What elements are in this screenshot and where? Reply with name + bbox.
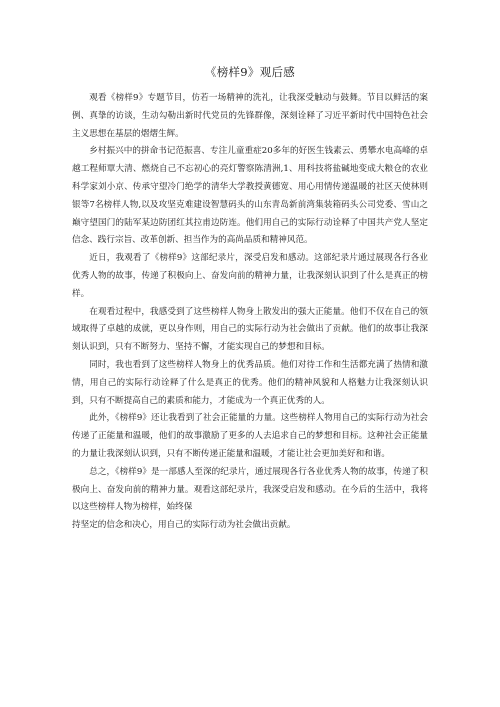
paragraph-conclusion: 总之，《榜样9》是一部感人至深的纪录片，通过展现各行各业优秀人物的故事，传递了积极向上、奋发向前的精神力量。观看这部纪录片，我深受启发和感动。在今后的生活中，我将以这些榜样人物为榜样，始终保 (72, 466, 428, 513)
paragraph-intro: 观看《榜样9》专题节目，仿若一场精神的洗礼，让我深受触动与鼓舞。节目以鲜活的案例、真挚的访谈，生动勾勒出新时代党员的先锋群像，深刻诠释了习近平新时代中国特色社会主义思想在基层的熠熠生辉。 (72, 93, 428, 139)
paragraph-recent-viewing: 近日，我观看了《榜样9》这部纪录片，深受启发和感动。这部纪录片通过展现各行各业优秀人物的故事，传递了积极向上、奋发向前的精神力量，让我深刻认识到了什么是真正的榜样。 (72, 253, 428, 299)
paragraph-positive-energy: 在观看过程中，我感受到了这些榜样人物身上散发出的强大正能量。他们不仅在自己的领域取得了卓越的成就，更以身作则，用自己的实际行动为社会做出了贡献。他们的故事让我深刻认识到，只有不断努力、坚持不懈，才能实现自己的梦想和目标。 (72, 306, 428, 353)
paragraph-social-energy: 此外，《榜样9》还让我看到了社会正能量的力量。这些榜样人物用自己的实际行动为社会传递了正能量和温暖，他们的故事激励了更多的人去追求自己的梦想和目标。这种社会正能量的力量让我深刻认识到，只有不断传递正能量和温暖，才能让社会更加美好和和谐。 (72, 413, 428, 459)
paragraph-role-models: 乡村振兴中的拼命书记范振喜、专注儿童重症20多年的好医生钱素云、勇攀水电高峰的卓越工程师覃大清、燃烧自己不忘初心的亮灯警察陈清洲,1、用科技将盐碱地变成大粮仓的农业科学家刘小京、传承守望冷门绝学的清华大学教授黄德宽、用心用情传递温暖的社区天使林则银等7名榜样人物,以及攻坚克难建设智慧码头的山东青岛新前湾集装箱码头公司党委、雪山之巅守望国门的陆军某边防团红其拉甫边防连。他们用自己的实际行动诠释了中国共产党人坚定信念、践行宗旨、改革创新、担当作为的高尚品质和精神风范。 (72, 146, 428, 246)
paragraph-conclusion-end: 持坚定的信念和决心，用自己的实际行动为社会做出贡献。 (72, 520, 296, 531)
page-title: 《榜样9》观后感 (204, 65, 296, 79)
document-body (72, 90, 428, 535)
paragraph-qualities: 同时，我也看到了这些榜样人物身上的优秀品质。他们对待工作和生活都充满了热情和激情，用自己的实际行动诠释了什么是真正的优秀。他们的精神风貌和人格魅力让我深刻认识到，只有不断提高自己的素质和能力，才能成为一个真正优秀的人。 (72, 359, 428, 406)
